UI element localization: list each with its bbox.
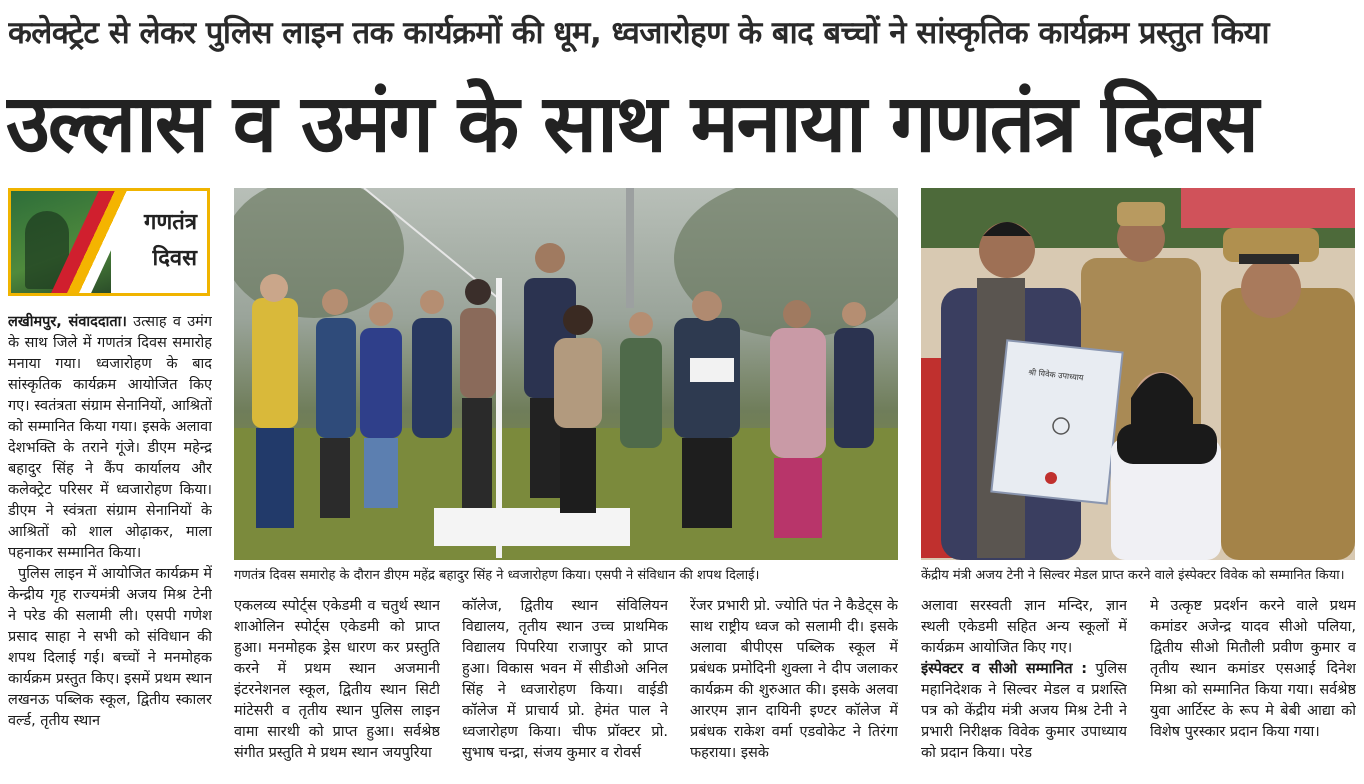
photo-medal-ceremony — [921, 188, 1355, 560]
article-col5-para1: अलावा सरस्वती ज्ञान मन्दिर, ज्ञान स्थली एकेडमी सहित अन्य स्कूलों में कार्यक्रम आयोजित किए गए। — [921, 598, 1127, 656]
main-headline: उल्लास व उमंग के साथ मनाया गणतंत्र दिवस — [6, 77, 1257, 170]
article-column-2: एकलव्य स्पोर्ट्स एकेडमी व चतुर्थ स्थान शाओलिन स्पोर्ट्स एकेडमी को प्राप्त हुआ। मनमोहक ड्रेस धारण कर प्रस्तुति करने में प्रथम स्थान अजमानी इंटरनेशनल स्कूल, द्वितीय स्थान सिटी मांटेसरी व तृतीय स्थान पुलिस लाइन वामा सारथी को प्राप्त हुआ। सर्वश्रेष्ठ संगीत प्रस्तुति मे प्रथम स्थान जयपुरिया — [234, 598, 440, 761]
article-col1-para1 — [8, 312, 212, 564]
article-column-5 — [921, 596, 1127, 780]
photo-medal-ceremony-illustration — [921, 188, 1355, 560]
article-col5-para2 — [921, 659, 1127, 764]
article-subhead: इंस्पेक्टर व सीओ सम्मानित : — [921, 661, 1088, 677]
photo2-caption: केंद्रीय मंत्री अजय टेनी ने सिल्वर मेडल प्राप्त करने वाले इंस्पेक्टर विवेक को सम्मानित किया। — [921, 568, 1345, 583]
article-column-6: मे उत्कृष्ट प्रदर्शन करने वाले प्रथम कमांडर अजेन्द्र यादव सीओ पलिया, द्वितीय सीओ मितौली प्रवीण कुमार व तृतीय स्थान कमांडर एसआई दिनेश मिश्रा को सम्मानित किया गया। सर्वश्रेष्ठ युवा आर्टिस्ट के रूप मे बेबी आद्या को विशेष पुरस्कार प्रदान किया गया। — [1150, 598, 1356, 740]
republic-day-logo — [8, 188, 210, 296]
photo1-caption: गणतंत्र दिवस समारोह के दौरान डीएम महेंद्र बहादुर सिंह ने ध्वजारोहण किया। एसपी ने संविधान की शपथ दिलाई। — [234, 568, 760, 583]
article-column-3: कॉलेज, द्वितीय स्थान संविलियन विद्यालय, तृतीय स्थान उच्च प्राथमिक विद्यालय पिपरिया राजापुर को प्राप्त हुआ। विकास भवन में सीडीओ अनिल सिंह ने ध्वजारोहण किया। वाईडी कॉलेज में प्राचार्य प्रो. हेमंत पाल ने ध्वजारोहण किया। चीफ प्रॉक्टर प्रो. सुभाष चन्द्रा, संजय कुमार व रोवर्स — [462, 598, 668, 761]
logo-line-2: दिवस — [152, 246, 197, 271]
photo-flag-hoisting-illustration — [234, 188, 898, 560]
photo-flag-hoisting — [234, 188, 898, 560]
logo-line-1: गणतंत्र — [144, 210, 197, 235]
article-column-4: रेंजर प्रभारी प्रो. ज्योति पंत ने कैडेट्स के साथ राष्ट्रीय ध्वज को सलामी दी। इसके अलावा बीपीएस पब्लिक स्कूल में प्रबंधक प्रमोदिनी शुक्ला ने दीप जलाकर कार्यक्रम की शुरुआत की। इसके अलवा आरएम ज्ञान दायिनी इण्टर कॉलेज में प्रबंधक राकेश वर्मा एडवोकेट ने तिरंगा फहराया। इसके — [690, 598, 898, 761]
article-col1-para1-text: उत्साह व उमंग के साथ जिले में गणतंत्र दिवस समारोह मनाया गया। ध्वजारोहण के बाद सांस्कृतिक कार्यक्रम आयोजित किए गए। स्वतंत्रता संग्राम सेनानियों, आश्रितों को सम्मानित किया गया। इसके अलावा देशभक्ति के तराने गूंजे। डीएम महेन्द्र बहादुर सिंह ने कैंप कार्यालय और कलेक्ट्रेट परिसर में ध्वजारोहण किया। डीएम ने स्वंत्रता संग्राम सेनानियों के आश्रितों को शाल ओढ़ाकर, माला पहनाकर सम्मानित किया। — [8, 314, 212, 561]
kicker-headline: कलेक्ट्रेट से लेकर पुलिस लाइन तक कार्यक्रमों की धूम, ध्वजारोहण के बाद बच्चों ने सांस्कृतिक कार्यक्रम प्रस्तुत किया — [8, 15, 1270, 51]
article-dateline: लखीमपुर, संवाददाता। — [8, 314, 127, 330]
certificate-name-text: श्री विवेक उपाध्याय — [1027, 367, 1084, 383]
article-col1-para2: पुलिस लाइन में आयोजित कार्यक्रम में केन्द्रीय गृह राज्यमंत्री अजय मिश्र टेनी ने परेड की सलामी ली। एसपी गणेश प्रसाद साहा ने सभी को संविधान की शपथ दिलाई गई। बच्चों ने मनमोहक कार्यक्रम प्रस्तुत किए। इसमें प्रथम स्थान लखनऊ पब्लिक स्कूल, द्वितीय स्कालर वर्ल्ड, तृतीय स्थान — [8, 566, 212, 729]
article-col5-para2-text: पुलिस महानिदेशक ने सिल्वर मेडल व प्रशस्ति पत्र को केंद्रीय मंत्री अजय मिश्र टेनी ने प्रभारी निरीक्षक विवेक कुमार उपाध्याय को प्रदान किया। परेड — [921, 661, 1127, 761]
logo-text — [107, 205, 197, 277]
article-column-1 — [8, 312, 212, 780]
